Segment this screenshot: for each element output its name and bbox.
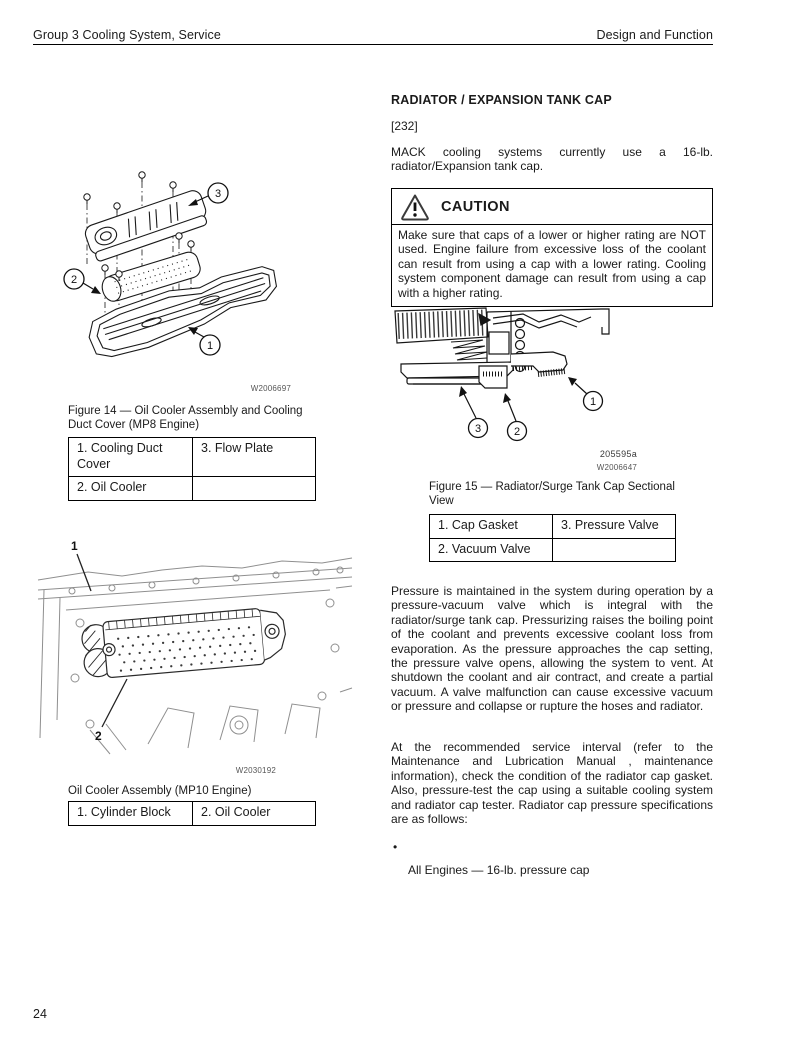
part-cell: 2. Oil Cooler	[193, 802, 316, 826]
svg-text:2: 2	[70, 274, 78, 286]
figure14-callout-1	[188, 327, 220, 355]
mp10-oil-cooler-diagram	[30, 528, 360, 763]
figure15-callout-3	[459, 386, 488, 438]
part-cell: 1. Cooling Duct Cover	[69, 438, 193, 477]
svg-text:1: 1	[206, 340, 214, 352]
figure15-image-id: W2006647	[596, 463, 637, 472]
caution-title: CAUTION	[441, 198, 510, 215]
figure14-parts-table	[68, 437, 316, 501]
mp10-label-2	[95, 679, 127, 743]
bullet-marker: •	[393, 840, 398, 854]
svg-text:3: 3	[474, 423, 482, 435]
intro-paragraph: MACK cooling systems currently use a 16-lb. radiator/Expansion tank cap.	[391, 145, 713, 174]
section-ref: [232]	[391, 119, 418, 133]
header-rule	[33, 44, 713, 45]
table-row	[430, 515, 676, 539]
figure14-exploded-oil-cooler-diagram	[55, 146, 355, 396]
part-cell	[553, 538, 676, 562]
header-right: Design and Function	[596, 28, 713, 42]
figure15-ref-number: 205595a	[599, 449, 637, 459]
figure14-callout-2	[64, 269, 101, 294]
figure14-caption: Figure 14 — Oil Cooler Assembly and Cooling Duct Cover (MP8 Engine)	[68, 405, 303, 431]
svg-text:1: 1	[589, 396, 597, 408]
part-cell: 2. Vacuum Valve	[430, 538, 553, 562]
table-row	[69, 802, 316, 826]
table-row	[69, 477, 316, 501]
figure15-callout-2	[503, 393, 527, 441]
caution-box	[391, 188, 713, 307]
table-row	[69, 438, 316, 477]
mp10-label-1	[71, 539, 91, 591]
pressure-cap-spec: All Engines — 16-lb. pressure cap	[408, 863, 590, 877]
header-left: Group 3 Cooling System, Service	[33, 28, 221, 42]
section-heading: RADIATOR / EXPANSION TANK CAP	[391, 93, 612, 107]
mp10-parts-table	[68, 801, 316, 826]
figure15-caption: Figure 15 — Radiator/Surge Tank Cap Sectional View	[429, 481, 675, 507]
pressure-paragraph: Pressure is maintained in the system during operation by a pressure-vacuum valve which is integral with the radiator/surge tank cap. Pressurizing raises the boiling point of the coolant and prevents excessive coolant loss from evaporation. As the pressure approaches the cap setting, the pressure valve opens, allowing the system to vent. At shutdown the coolant and air contract, and create a partial vacuum. A valve malfunction can cause excessive vacuum or pressure and collapse or rupture the hoses and radiator.	[391, 584, 713, 714]
part-cell	[193, 477, 316, 501]
svg-text:1: 1	[71, 539, 78, 553]
figure15-parts-table	[429, 514, 676, 562]
mp10-caption: Oil Cooler Assembly (MP10 Engine)	[68, 785, 252, 797]
figure14-image-id: W2006697	[250, 384, 291, 393]
svg-text:2: 2	[95, 729, 102, 743]
part-cell: 1. Cap Gasket	[430, 515, 553, 539]
part-cell: 1. Cylinder Block	[69, 802, 193, 826]
part-cell: 3. Flow Plate	[193, 438, 316, 477]
service-paragraph: At the recommended service interval (refer to the Maintenance and Lubrication Manual , maintenance information), check the condition of the radiator cap gasket. Also, pressure-test the cap using a suitable cooling system and radiator cap tester. Radiator cap pressure specifications are as follows:	[391, 740, 713, 827]
part-cell: 3. Pressure Valve	[553, 515, 676, 539]
svg-text:2: 2	[513, 426, 521, 438]
part-cell: 2. Oil Cooler	[69, 477, 193, 501]
figure15-callout-1	[568, 377, 603, 411]
figure15-radiator-cap-diagram	[393, 306, 623, 446]
svg-text:3: 3	[214, 188, 222, 200]
page-number: 24	[33, 1007, 47, 1021]
mp10-image-id: W2030192	[235, 766, 276, 775]
caution-text: Make sure that caps of a lower or higher rating are NOT used. Engine failure from excessive loss of the coolant can result from using a cap with a lower rating. Cooling system component damage can result from using a cap with a higher rating.	[398, 228, 706, 300]
table-row	[430, 538, 676, 562]
caution-header	[392, 189, 712, 225]
caution-triangle-icon	[400, 193, 430, 221]
